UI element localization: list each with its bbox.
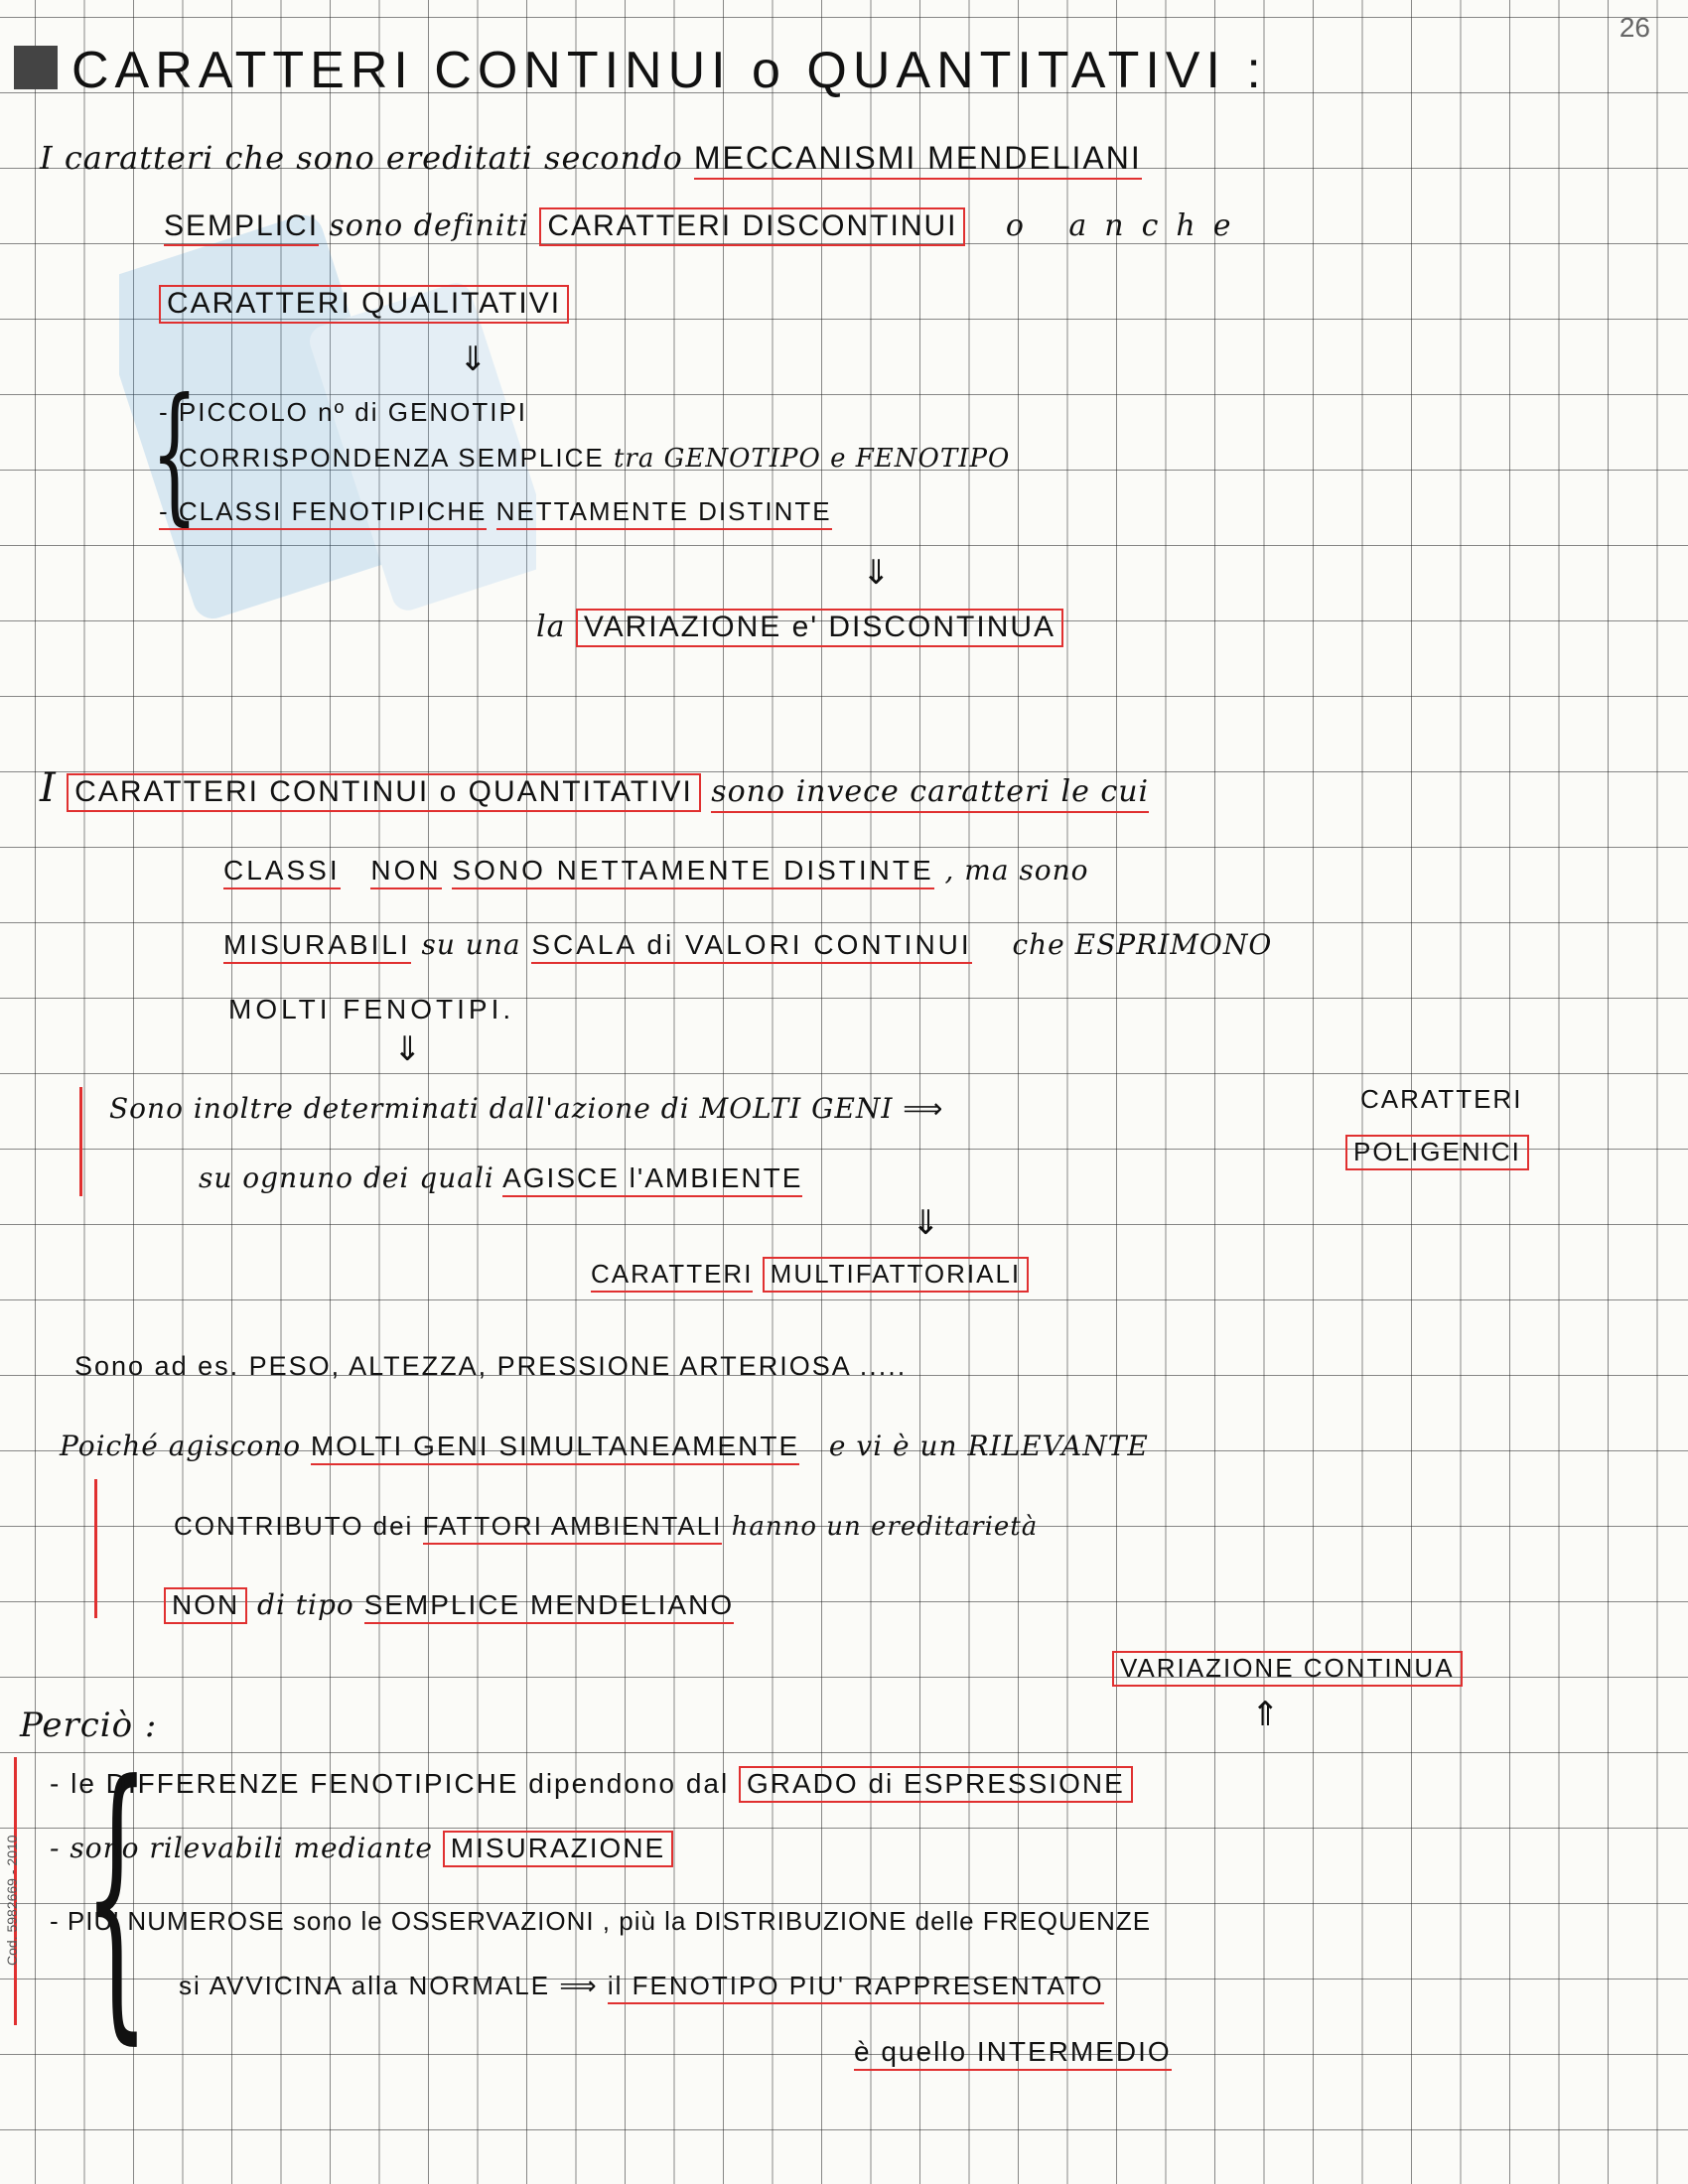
- p3-line3: [591, 1259, 1029, 1290]
- p5-line4: [1112, 1653, 1463, 1684]
- p1-term-meccanismi: MECCANISMI MENDELIANI: [694, 140, 1142, 180]
- concl1-text: la: [536, 610, 566, 644]
- list1-item-2: [159, 443, 1010, 475]
- down-arrow-icon-2: ⇓: [862, 554, 891, 592]
- up-arrow-icon: ⇑: [1251, 1696, 1280, 1733]
- p5-text3: CONTRIBUTO dei: [174, 1511, 414, 1541]
- p2-text2: , ma sono: [944, 854, 1089, 887]
- p3-term-caratteri: CARATTERI: [591, 1259, 753, 1293]
- p2-line1: [40, 764, 1149, 812]
- p6-item3: - PIU' NUMEROSE sono le OSSERVAZIONI , più la DISTRIBUZIONE delle FREQUENZE: [50, 1906, 1152, 1936]
- list1-item-2-text2: tra GENOTIPO e FENOTIPO: [613, 444, 1011, 474]
- p2-line3: [223, 928, 1272, 962]
- p3-poligenici-wrap: [1345, 1137, 1529, 1167]
- right-arrow-icon: ⟹: [903, 1093, 945, 1124]
- p5-term-molti-geni: MOLTI GENI SIMULTANEAMENTE: [311, 1431, 799, 1465]
- conclusion-1: [536, 610, 1063, 645]
- p3-term-multifattoriali: MULTIFATTORIALI: [763, 1257, 1029, 1293]
- p2-term-classi: CLASSI: [223, 855, 341, 889]
- list1-item-3: [159, 496, 832, 527]
- p5-line2: [174, 1511, 1038, 1543]
- p3-caratteri: CARATTERI: [1360, 1084, 1523, 1114]
- p6-item1-text: - le DIFFERENZE FENOTIPICHE dipendono dal: [50, 1768, 730, 1799]
- p5-term-semplice: SEMPLICE MENDELIANO: [364, 1589, 735, 1624]
- title-bullet-square: [14, 46, 58, 89]
- p3-line1: [109, 1092, 944, 1126]
- p5-term-fattori: FATTORI AMBIENTALI: [423, 1511, 723, 1545]
- down-arrow-icon-4: ⇓: [912, 1204, 940, 1242]
- p1-line2: [164, 208, 1249, 244]
- p3-term-poligenici: POLIGENICI: [1345, 1135, 1529, 1170]
- list1-item-1-text: - PICCOLO nº di GENOTIPI: [159, 397, 528, 427]
- p5-line3: [164, 1588, 734, 1622]
- p5-text2: e vi è un RILEVANTE: [828, 1430, 1149, 1462]
- p6-term-misurazione: MISURAZIONE: [443, 1831, 673, 1867]
- p6-term-grado: GRADO di ESPRESSIONE: [739, 1766, 1133, 1803]
- p5-text5: di tipo: [257, 1588, 354, 1621]
- p2-term-nettamente: SONO NETTAMENTE DISTINTE: [452, 855, 933, 889]
- p2-text4: che ESPRIMONO: [1012, 928, 1273, 961]
- p6-item2-text: - sono rilevabili mediante: [50, 1832, 433, 1864]
- p3-term-ambiente: AGISCE l'AMBIENTE: [502, 1162, 802, 1197]
- right-arrow-icon-2: ⟹: [559, 1971, 608, 2000]
- p2-term-non: NON: [370, 855, 441, 889]
- p3-text2: su ognuno dei quali: [199, 1161, 494, 1194]
- left-brace-icon: {: [150, 367, 199, 540]
- p5-term-non: NON: [164, 1587, 247, 1624]
- p1-term-qualitativi: CARATTERI QUALITATIVI: [159, 285, 569, 324]
- list1-item-2-text: - CORRISPONDENZA SEMPLICE: [159, 443, 605, 473]
- page-title: CARATTERI CONTINUI o QUANTITATIVI :: [71, 42, 1267, 99]
- down-arrow-icon-3: ⇓: [393, 1030, 422, 1068]
- p2-initial: I: [40, 765, 57, 811]
- p5-line1: [60, 1430, 1149, 1463]
- p6-item3-text2: si AVVICINA alla NORMALE: [179, 1971, 551, 2000]
- margin-mark: [79, 1087, 82, 1196]
- p6-item3-line2: [179, 1971, 1104, 2001]
- p1-term-discontinui: CARATTERI DISCONTINUI: [539, 207, 965, 246]
- p6-item3-line3: [854, 2035, 1172, 2069]
- p3-line2: [199, 1161, 802, 1195]
- p1-line3: [159, 286, 569, 322]
- concl1-term: VARIAZIONE e' DISCONTINUA: [576, 609, 1063, 647]
- p5-text: Poiché agiscono: [60, 1430, 302, 1462]
- p2-term-misurabili: MISURABILI: [223, 929, 411, 964]
- p6-term-fenotipo: il FENOTIPO PIU' RAPPRESENTATO: [608, 1971, 1104, 2004]
- p4-line: Sono ad es. PESO, ALTEZZA, PRESSIONE ARTERIOSA .....: [74, 1351, 908, 1381]
- p6-term-intermedio: è quello INTERMEDIO: [854, 2036, 1172, 2071]
- p1-text2: sono definiti: [329, 208, 529, 243]
- p1-text3: o anche: [1005, 208, 1249, 243]
- p5-text4: hanno un ereditarietà: [731, 1512, 1039, 1542]
- list1-term-classi: - CLASSI FENOTIPICHE: [159, 496, 487, 530]
- margin-mark-2: [94, 1479, 97, 1618]
- page-number: 26: [1618, 12, 1650, 43]
- p6-heading: Perciò :: [20, 1706, 158, 1745]
- p2-line4: MOLTI FENOTIPI.: [228, 994, 515, 1024]
- document-code-stamp: Cod. 5982669 - 2010: [4, 1835, 20, 1966]
- p1-line1: [40, 139, 1142, 177]
- left-brace-icon-2: {: [83, 1722, 150, 2069]
- p2-text3: su una: [421, 928, 521, 961]
- list1-term-nettamente: NETTAMENTE DISTINTE: [496, 496, 832, 530]
- p5-term-variazione-continua: VARIAZIONE CONTINUA: [1112, 1651, 1463, 1687]
- p6-item2: [50, 1832, 673, 1865]
- down-arrow-icon: ⇓: [459, 341, 488, 378]
- p1-term-semplici: SEMPLICI: [164, 209, 319, 246]
- p3-text: Sono inoltre determinati dall'azione di MOLTI GENI: [109, 1092, 894, 1125]
- p6-item1: [50, 1767, 1133, 1801]
- p1-text: I caratteri che sono ereditati secondo: [40, 139, 683, 177]
- p2-term-continui: CARATTERI CONTINUI o QUANTITATIVI: [67, 773, 701, 812]
- p2-text: sono invece caratteri le cui: [711, 774, 1149, 813]
- p2-line2: [223, 854, 1089, 887]
- p2-term-scala: SCALA di VALORI CONTINUI: [531, 929, 971, 964]
- list1-item-1: [159, 397, 527, 428]
